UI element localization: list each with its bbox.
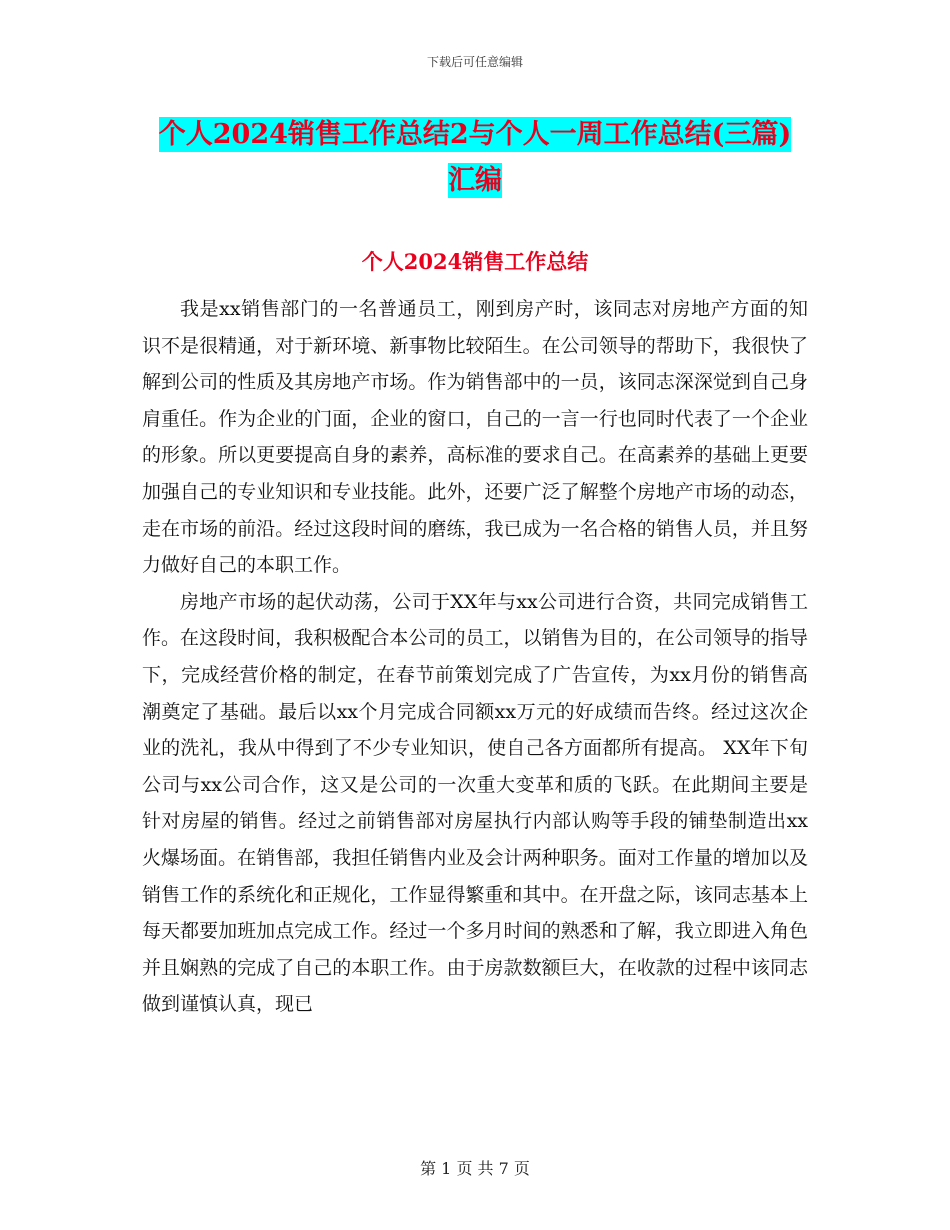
document-title — [0, 112, 950, 204]
paragraph: 房地产市场的起伏动荡，公司于XX年与xx公司进行合资，共同完成销售工作。在这段时间，我积极配合本公司的员工，以销售为目的，在公司领导的指导下，完成经营价格的制定，在春节前策划完成了广告宣传，为xx月份的销售高潮奠定了基础。最后以xx个月完成合同额xx万元的好成绩而告终。经过这次企业的洗礼，我从中得到了不少专业知识，使自己各方面都所有提高。 XX年下旬公司与xx公司合作，这又是公司的一次重大变革和质的飞跃。在此期间主要是针对房屋的销售。经过之前销售部对房屋执行内部认购等手段的铺垫制造出xx火爆场面。在销售部，我担任销售内业及会计两种职务。面对工作量的增加以及销售工作的系统化和正规化，工作显得繁重和其中。在开盘之际，该同志基本上每天都要加班加点完成工作。经过一个多月时间的熟悉和了解，我立即进入角色并且娴熟的完成了自己的本职工作。由于房款数额巨大，在收款的过程中该同志做到谨慎认真，现已 — [142, 590, 808, 1016]
page-footer: 第 1 页 共 7 页 — [420, 1159, 530, 1178]
document-title-line2: 汇编 — [448, 165, 502, 196]
page-header-note: 下载后可任意编辑 — [426, 55, 523, 69]
paragraph: 我是xx销售部门的一名普通员工，刚到房产时，该同志对房地产方面的知识不是很精通，对于新环境、新事物比较陌生。在公司领导的帮助下，我很快了解到公司的性质及其房地产市场。作为销售部中的一员，该同志深深觉到自己身肩重任。作为企业的门面，企业的窗口，自己的一言一行也同时代表了一个企业的形象。所以更要提高自身的素养，高标准的要求自己。在高素养的基础上更要加强自己的专业知识和专业技能。此外，还要广泛了解整个房地产市场的动态，走在市场的前沿。经过这段时间的磨练，我已成为一名合格的销售人员，并且努力做好自己的本职工作。 — [142, 298, 808, 577]
document-body — [142, 291, 808, 1023]
section-title: 个人2024销售工作总结 — [361, 249, 589, 274]
document-title-line1: 个人2024销售工作总结2与个人一周工作总结(三篇) — [158, 119, 792, 150]
